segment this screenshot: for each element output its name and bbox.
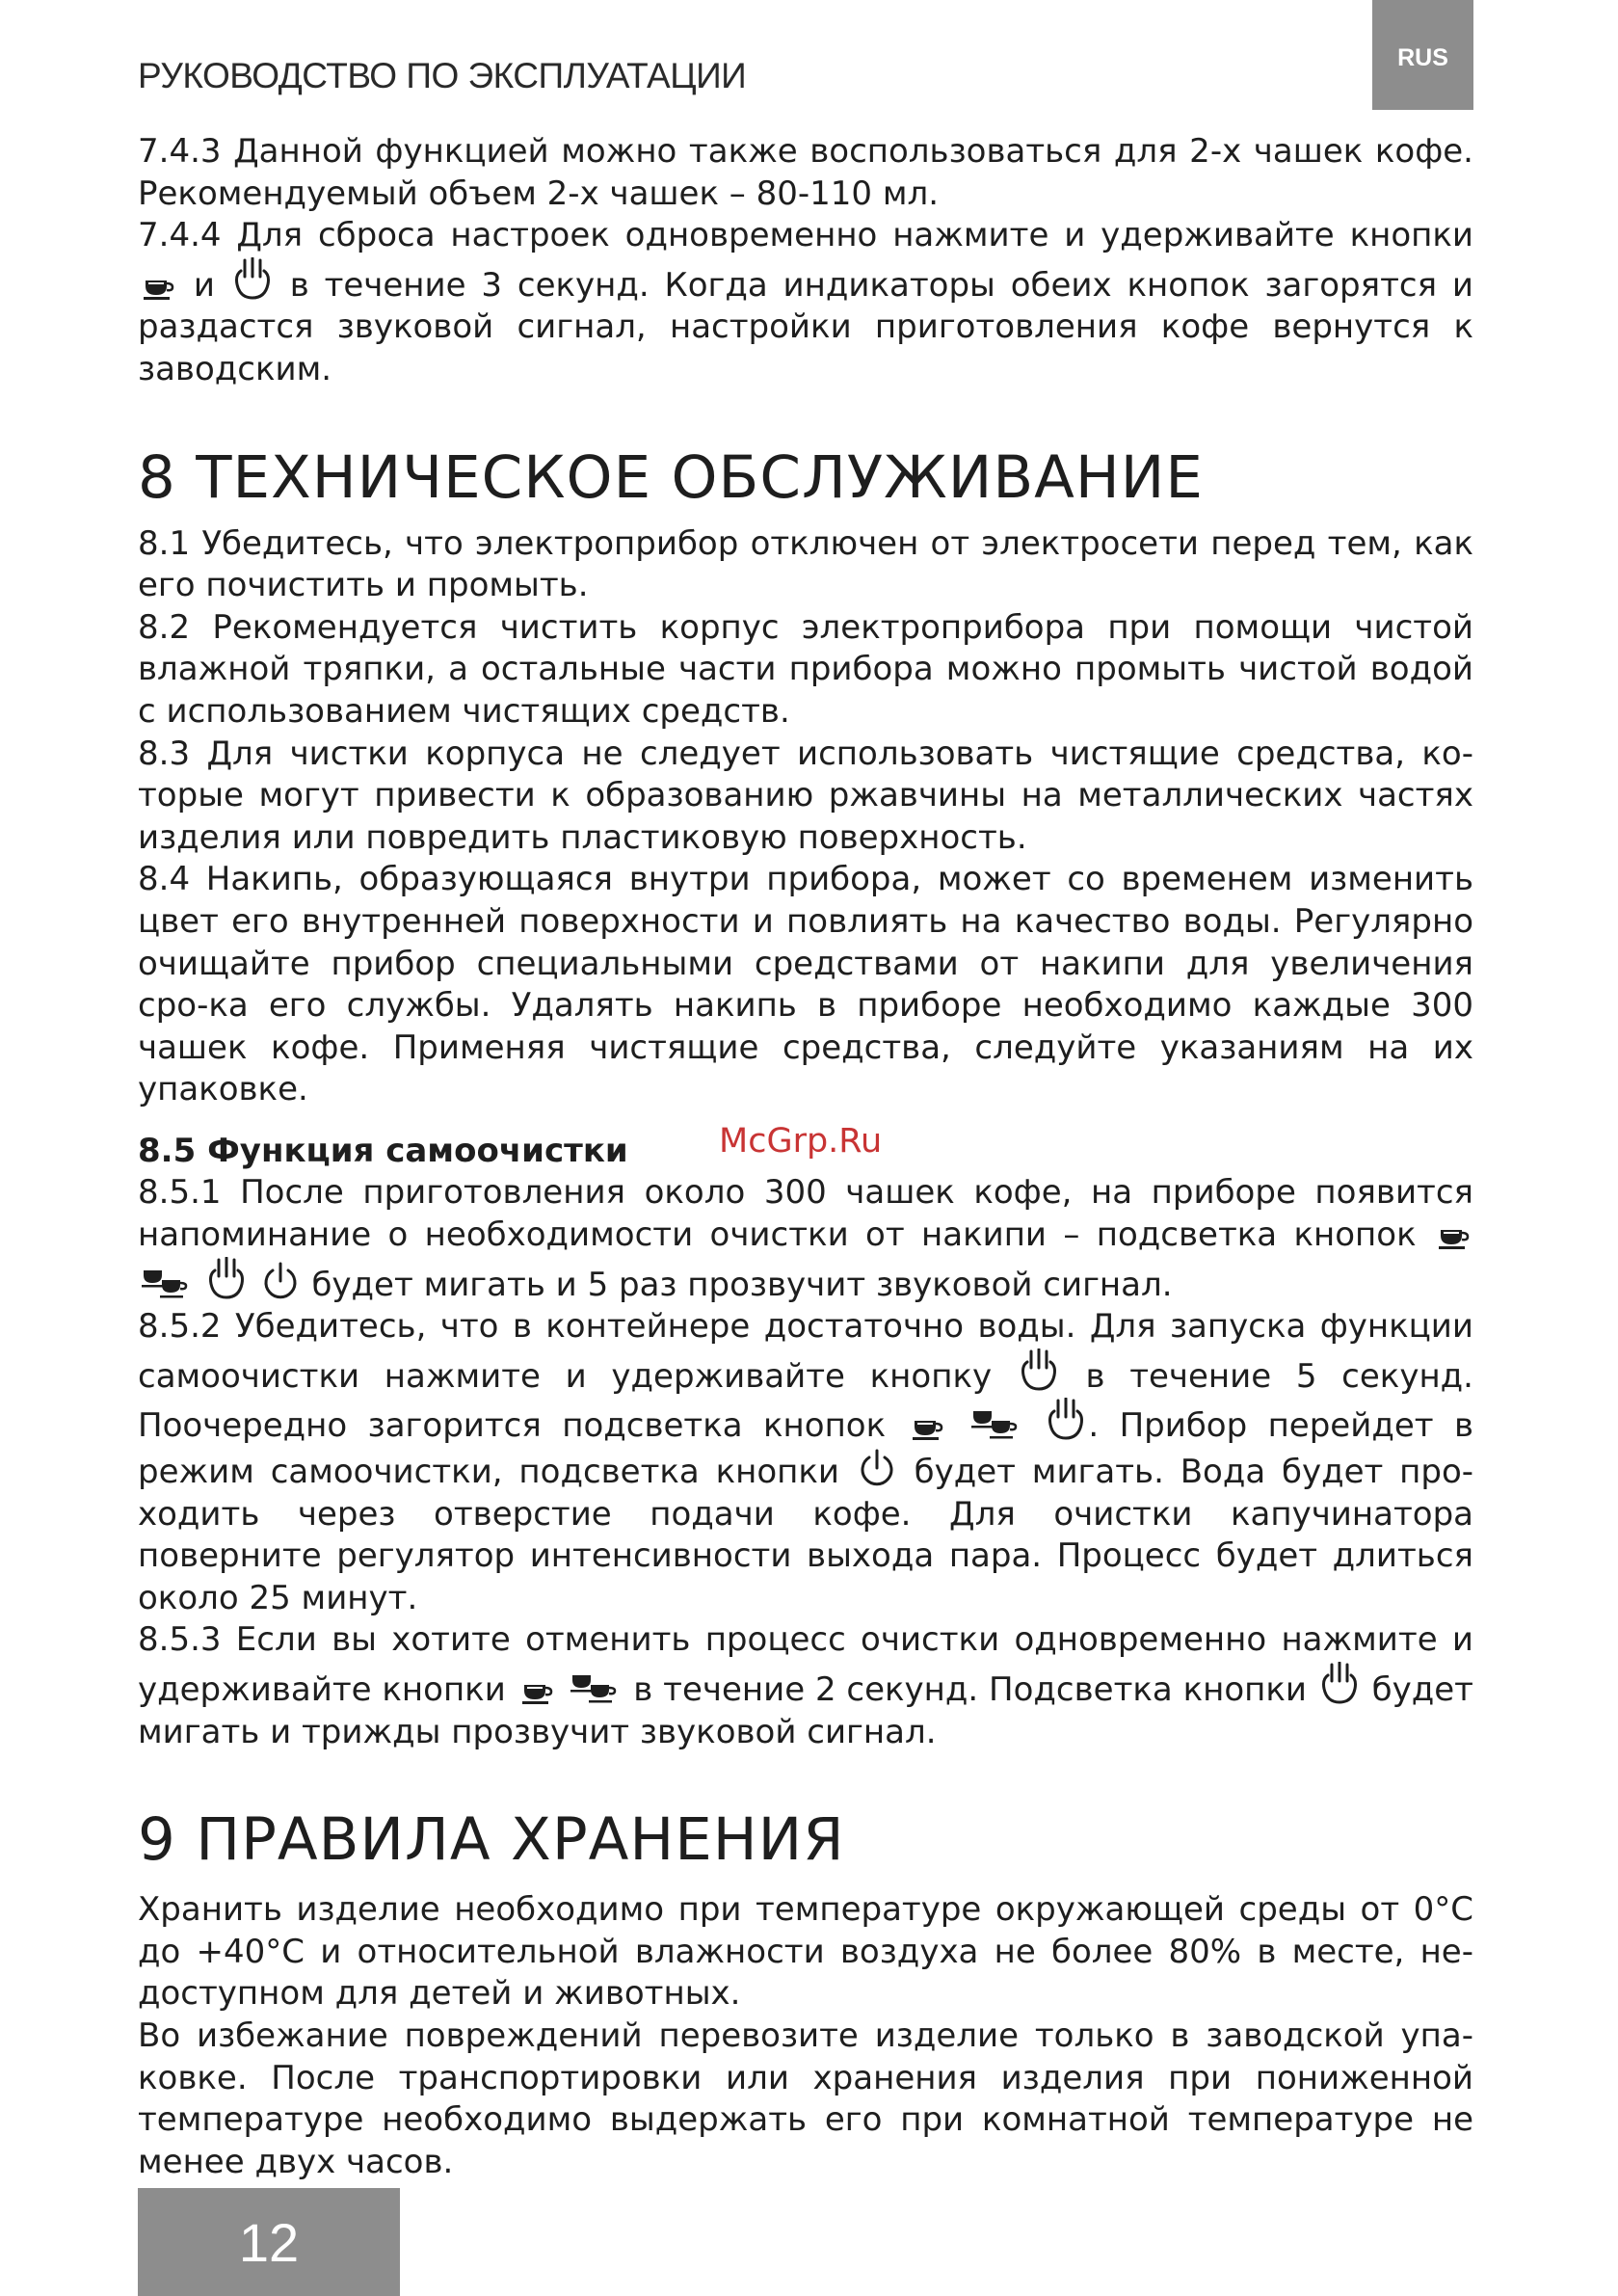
paragraph-8-5-2-text-c: . Прибор перейдет в режим самоочистки, подсветка кнопки [138, 1406, 1473, 1492]
power-icon [859, 1448, 895, 1488]
paragraph-8-5-3 [138, 1619, 1473, 1753]
paragraph-9-1: Хранить изделие необходимо при температуре окружающей среды от 0°С до +40°С и относительной влажности воздуха не более 80% в месте, не-доступном для детей и животных. [138, 1890, 1473, 2014]
steam-icon [207, 1257, 246, 1301]
paragraph-8-5-2 [138, 1306, 1473, 1619]
two-cups-icon [570, 1671, 620, 1706]
paragraph-8-5-3-text-b: в течение 2 секунд. Подсветка кнопки [633, 1670, 1308, 1709]
paragraph-7-4-4-text-b: и [193, 265, 215, 305]
one-cup-icon [141, 273, 175, 302]
paragraph-8-5-1-text-b: будет мигать и 5 раз прозвучит звуковой сигнал. [311, 1265, 1173, 1304]
paragraph-8-5-1 [138, 1172, 1473, 1306]
paragraph-7-4-4-text-c: в течение 3 секунд. Когда индикаторы обеих кнопок загорятся и раздастся звуковой сигнал, настройки приготовления кофе вернутся к заводским. [138, 265, 1473, 388]
paragraph-8-4: 8.4 Накипь, образующаяся внутри прибора, может со временем изменить цвет его внутренней поверхности и повлиять на качество воды. Регулярно очищайте прибор специальными средствами от накипи для увеличения сро-ка его службы. Удалять накипь в приборе необходимо каждые 300 чашек кофе. Применяя чистящие средства, следуйте указаниям на их упаковке. [138, 860, 1473, 1109]
paragraph-8-5-2-text-b: в течение 5 секунд. Поочередно загорится подсветка кнопок [138, 1356, 1473, 1446]
two-cups-icon [141, 1267, 191, 1301]
paragraph-8-5-2-text-d: будет мигать. Вода будет про-ходить через отверстие подачи кофе. Для очистки капучинатора поверните регулятор интенсивности выхода пара. Процесс будет длиться около 25 минут. [138, 1453, 1474, 1617]
steam-icon [1020, 1348, 1058, 1393]
one-cup-icon [1436, 1222, 1471, 1251]
paragraph-8-3: 8.3 Для чистки корпуса не следует использовать чистящие средства, ко-торые могут привести к образованию ржавчины на металлических частях изделия или повредить пластиковую поверхность. [138, 734, 1473, 857]
subsection-8-5-title: 8.5 Функция самоочистки [138, 1131, 628, 1170]
paragraph-7-4-4 [138, 215, 1473, 390]
power-icon [262, 1261, 299, 1301]
paragraph-8-5-3-text-a: 8.5.3 Если вы хотите отменить процесс очистки одновременно нажмите и удерживайте кнопки [138, 1620, 1473, 1709]
paragraph-8-5-3-text-c: будет мигать и трижды прозвучит звуковой сигнал. [138, 1670, 1473, 1751]
section-9-title: 9 ПРАВИЛА ХРАНЕНИЯ [138, 1805, 845, 1875]
paragraph-9-2: Во избежание повреждений перевозите изделие только в заводской упа-ковке. После транспортировки или хранения изделия при пониженной температуре необходимо выдержать его при комнатной температуре не менее двух часов. [138, 2016, 1473, 2181]
steam-icon [233, 257, 272, 302]
steam-icon [1047, 1398, 1085, 1442]
page-number: 12 [138, 2188, 400, 2296]
paragraph-8-5-2-text-a: 8.5.2 Убедитесь, что в контейнере достаточно воды. Для запуска функции самоочистки нажмите и удерживайте кнопку [138, 1307, 1473, 1396]
language-badge: RUS [1372, 0, 1473, 110]
paragraph-8-1: 8.1 Убедитесь, что электроприбор отключен от электросети перед тем, как его почистить и промыть. [138, 523, 1473, 605]
two-cups-icon [970, 1407, 1021, 1442]
watermark: McGrp.Ru [719, 1122, 883, 1161]
paragraph-8-5-1-text-a: 8.5.1 После приготовления около 300 чашек кофе, на приборе появится напоминание о необходимости очистки от накипи – подсветка кнопок [138, 1173, 1473, 1255]
paragraph-7-4-3: 7.4.3 Данной функцией можно также воспользоваться для 2-х чашек кофе. Рекомендуемый объем 2-х чашек – 80-110 мл. [138, 132, 1473, 213]
steam-icon [1320, 1662, 1359, 1706]
one-cup-icon [519, 1677, 554, 1706]
paragraph-8-2: 8.2 Рекомендуется чистить корпус электроприбора при помощи чистой влажной тряпки, а остальные части прибора можно промыть чистой водой с использованием чистящих средств. [138, 607, 1473, 731]
section-8-title: 8 ТЕХНИЧЕСКОЕ ОБСЛУЖИВАНИЕ [138, 442, 1204, 512]
one-cup-icon [910, 1413, 944, 1442]
paragraph-7-4-4-text-a: 7.4.4 Для сброса настроек одновременно нажмите и удерживайте кнопки [138, 216, 1473, 255]
document-header-title: РУКОВОДСТВО ПО ЭКСПЛУАТАЦИИ [138, 56, 747, 95]
